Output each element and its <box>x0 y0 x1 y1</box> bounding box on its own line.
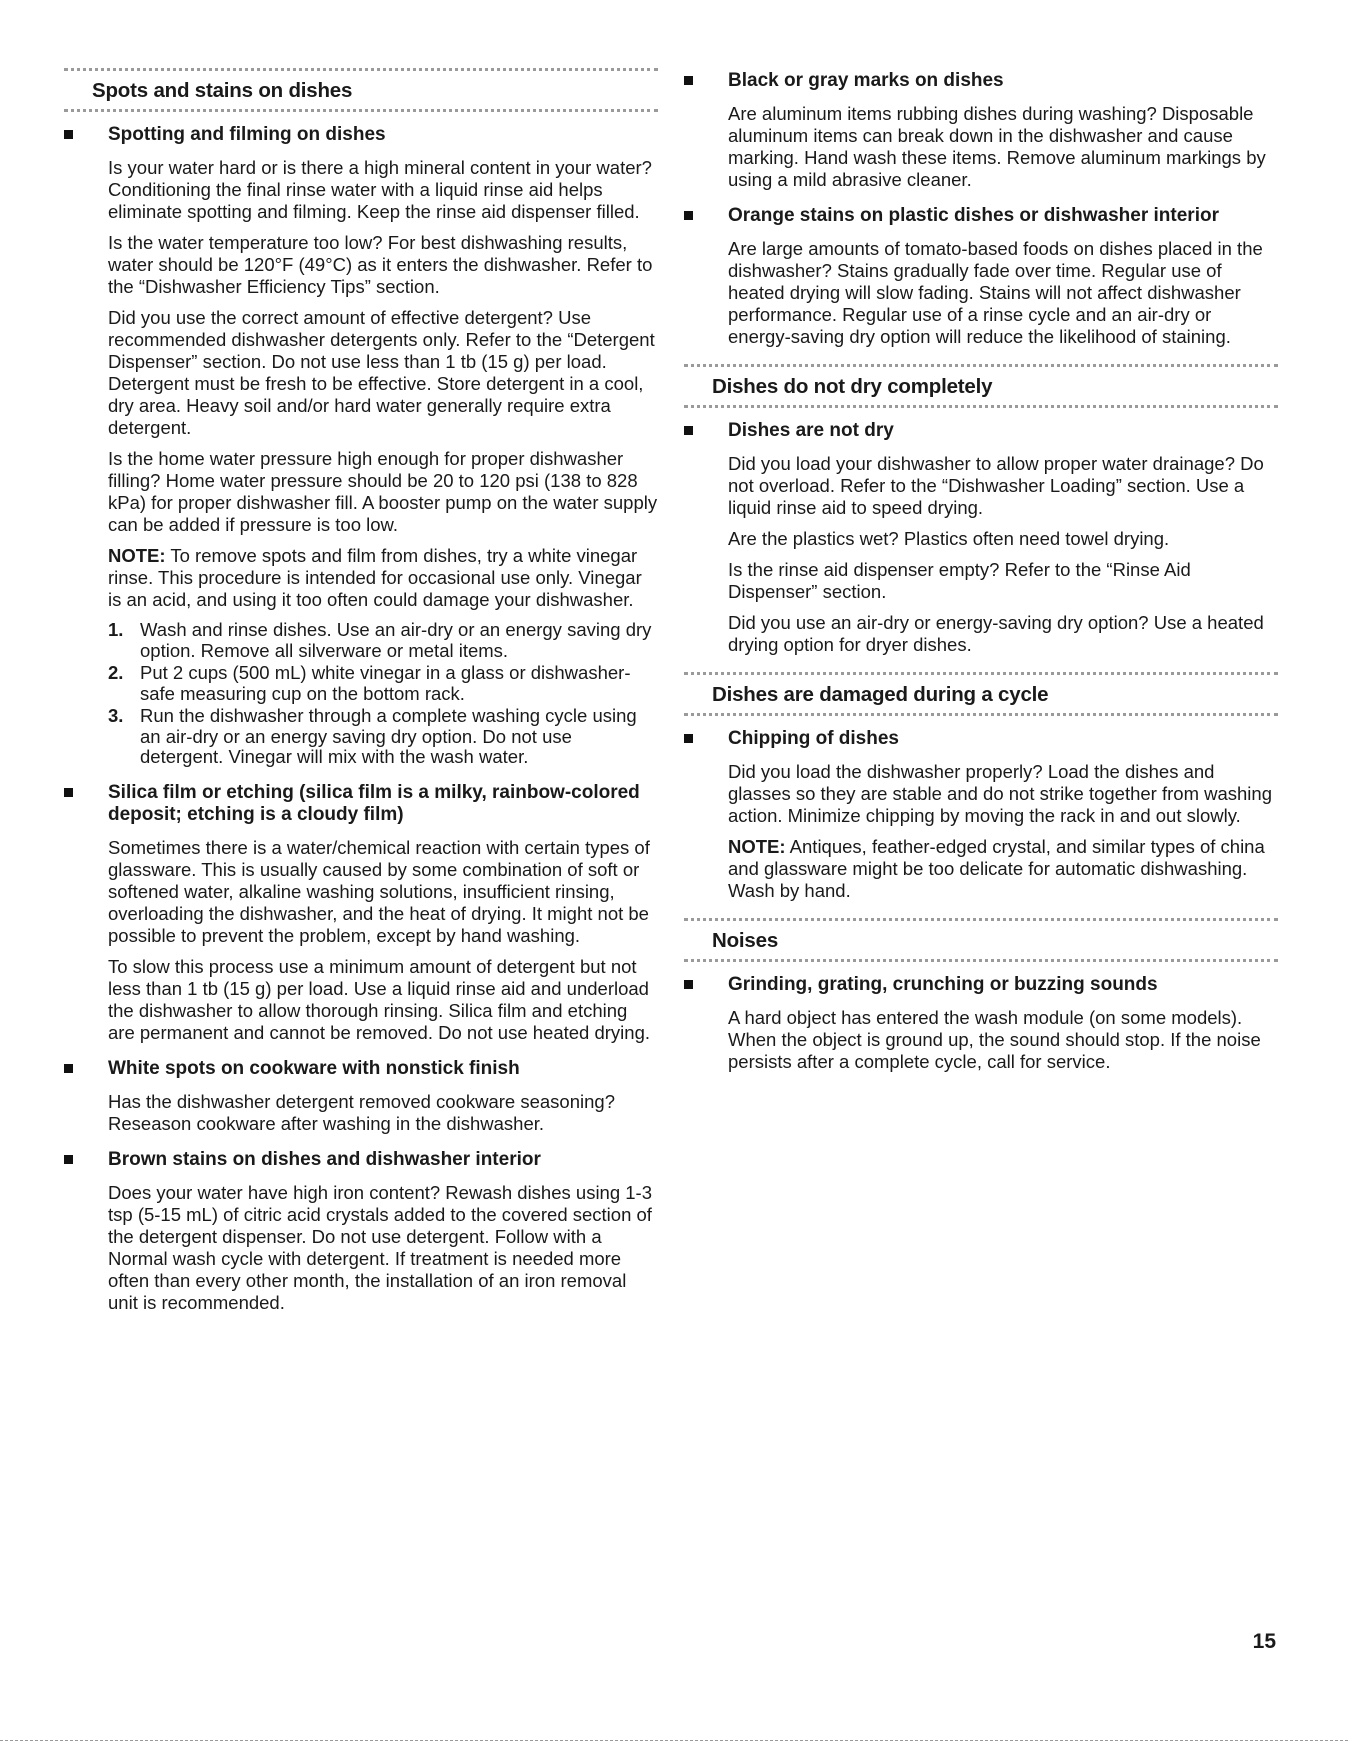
topic-heading <box>684 70 1278 92</box>
section-title: Spots and stains on dishes <box>92 79 353 102</box>
topic-title: Orange stains on plastic dishes or dishwasher interior <box>728 205 1219 226</box>
square-bullet-icon <box>684 211 693 220</box>
dotted-rule <box>684 713 1278 716</box>
paragraph: Does your water have high iron content? Rewash dishes using 1-3 tsp (5-15 mL) of citric acid crystals added to the covered section of the detergent dispenser. Do not use detergent. Follow with a Normal wash cycle with detergent. If treatment is needed more often than every other month, the installation of an iron removal unit is recommended. <box>108 1181 653 1313</box>
topic-silica-film <box>64 782 658 1044</box>
paragraph: Did you load your dishwasher to allow proper water drainage? Do not overload. Refer to the “Dishwasher Loading” section. Use a liquid rinse aid to speed drying. <box>728 453 1264 518</box>
dotted-rule <box>684 959 1278 962</box>
paragraph: Is the home water pressure high enough for proper dishwasher filling? Home water pressure should be 20 to 120 psi (138 to 828 kPa) for proper dishwasher fill. A booster pump on the water supply can be added if pressure is too low. <box>108 448 658 535</box>
numbered-steps <box>108 620 658 768</box>
paragraph: Is your water hard or is there a high mineral content in your water? Conditioning the final rinse water with a liquid rinse aid helps eliminate spotting and filming. Keep the rinse aid dispenser filled. <box>108 157 652 222</box>
topic-title: White spots on cookware with nonstick finish <box>108 1057 520 1079</box>
step-text: Put 2 cups (500 mL) white vinegar in a glass or dishwasher-safe measuring cup on the bottom rack. <box>140 662 631 704</box>
square-bullet-icon <box>64 130 73 139</box>
topic-dishes-not-dry <box>684 420 1278 656</box>
paragraph: Are the plastics wet? Plastics often need towel drying. <box>728 528 1170 549</box>
note-text: To remove spots and film from dishes, try a white vinegar rinse. This procedure is intended for occasional use only. Vinegar is an acid, and using it too often could damage your dishwasher. <box>108 545 642 610</box>
step-text: Wash and rinse dishes. Use an air-dry or an energy saving dry option. Remove all silverware or metal items. <box>140 619 652 661</box>
square-bullet-icon <box>684 734 693 743</box>
topic-heading <box>64 1149 658 1171</box>
topic-black-gray-marks <box>684 70 1278 191</box>
topic-heading <box>64 124 658 146</box>
dotted-rule <box>684 405 1278 408</box>
topic-title: Brown stains on dishes and dishwasher interior <box>108 1148 541 1170</box>
left-column <box>64 62 658 1328</box>
list-item <box>108 706 658 768</box>
topic-spotting-filming <box>64 124 658 768</box>
paragraph: Sometimes there is a water/chemical reaction with certain types of glassware. This is usually caused by some combination of soft or softened water, alkaline washing solutions, insufficient rinsing, overloading the dishwasher, and the heat of drying. It might not be possible to prevent the problem, except by hand washing. <box>108 836 650 946</box>
topic-title: Grinding, grating, crunching or buzzing sounds <box>728 974 1158 995</box>
paragraph: Did you use the correct amount of effective detergent? Use recommended dishwasher detergents only. Refer to the “Detergent Dispenser” section. Do not use less than 1 tb (15 g) per load. Detergent must be fresh to be effective. Store detergent in a cool, dry area. Heavy soil and/or hard water generally require extra detergent. <box>108 307 655 438</box>
topic-title: Silica film or etching (silica film is a milky, rainbow-colored deposit; etching is a cloudy film) <box>108 781 640 825</box>
note-label: NOTE: <box>728 836 786 857</box>
paragraph: A hard object has entered the wash module (on some models). When the object is ground up, the sound should stop. If the noise persists after a complete cycle, call for service. <box>728 1007 1261 1072</box>
list-item <box>108 620 658 661</box>
note-paragraph <box>684 836 1278 902</box>
step-text: Run the dishwasher through a complete washing cycle using an air-dry or an energy saving dry option. Do not use detergent. Vinegar will mix with the wash water. <box>140 705 637 767</box>
list-item <box>108 663 658 704</box>
paragraph: Has the dishwasher detergent removed cookware seasoning? Reseason cookware after washing in the dishwasher. <box>108 1090 615 1134</box>
section-dishes-not-dry <box>684 364 1278 408</box>
topic-title: Chipping of dishes <box>728 728 899 749</box>
square-bullet-icon <box>684 980 693 989</box>
paragraph: Is the rinse aid dispenser empty? Refer to the “Rinse Aid Dispenser” section. <box>728 559 1191 602</box>
topic-title: Spotting and filming on dishes <box>108 124 386 145</box>
topic-orange-stains <box>684 205 1278 348</box>
section-title: Dishes do not dry completely <box>712 375 993 398</box>
topic-heading <box>684 974 1278 996</box>
topic-title: Black or gray marks on dishes <box>728 70 1004 91</box>
note-text: Antiques, feather-edged crystal, and similar types of china and glassware might be too delicate for automatic dishwashing. Wash by hand. <box>728 836 1265 901</box>
section-dishes-damaged <box>684 672 1278 716</box>
square-bullet-icon <box>64 1064 73 1073</box>
square-bullet-icon <box>684 76 693 85</box>
topic-heading <box>684 420 1278 442</box>
square-bullet-icon <box>64 788 73 797</box>
step-number: 2. <box>108 662 124 683</box>
step-number: 3. <box>108 705 124 726</box>
paragraph: Are aluminum items rubbing dishes during washing? Disposable aluminum items can break down in the dishwasher and cause marking. Hand wash these items. Remove aluminum markings by using a mild abrasive cleaner. <box>728 103 1266 190</box>
topic-grinding-sounds <box>684 974 1278 1073</box>
section-title: Dishes are damaged during a cycle <box>712 683 1049 706</box>
step-number: 1. <box>108 619 124 640</box>
paragraph: Did you use an air-dry or energy-saving dry option? Use a heated drying option for dryer dishes. <box>728 612 1264 655</box>
topic-heading <box>684 728 1278 750</box>
section-title: Noises <box>712 929 779 952</box>
topic-chipping <box>684 728 1278 902</box>
page-bottom-rule <box>0 1740 1348 1741</box>
paragraph: Did you load the dishwasher properly? Load the dishes and glasses so they are stable and do not strike together from washing action. Minimize chipping by moving the rack in and out slowly. <box>728 761 1272 826</box>
page-number: 15 <box>1252 1630 1276 1653</box>
topic-heading <box>64 782 658 826</box>
section-noises <box>684 918 1278 962</box>
dotted-rule <box>64 109 658 112</box>
topic-white-spots <box>64 1058 658 1135</box>
paragraph: Are large amounts of tomato-based foods on dishes placed in the dishwasher? Stains gradually fade over time. Regular use of heated drying will slow fading. Stains will not affect dishwasher performance. Regular use of a rinse cycle and an air-dry or energy-saving dry option will reduce the likelihood of staining. <box>728 238 1263 347</box>
note-label: NOTE: <box>108 545 166 566</box>
topic-brown-stains <box>64 1149 658 1314</box>
section-spots-and-stains <box>64 68 658 112</box>
square-bullet-icon <box>64 1155 73 1164</box>
topic-heading <box>64 1058 658 1080</box>
topic-heading <box>684 205 1278 227</box>
topic-title: Dishes are not dry <box>728 420 894 441</box>
paragraph: To slow this process use a minimum amount of detergent but not less than 1 tb (15 g) per load. Use a liquid rinse aid and underload the dishwasher to allow thorough rinsing. Silica film and etching are permanent and cannot be removed. Do not use heated drying. <box>108 955 650 1043</box>
square-bullet-icon <box>684 426 693 435</box>
right-column <box>684 62 1278 1087</box>
note-paragraph <box>64 545 658 611</box>
paragraph: Is the water temperature too low? For best dishwashing results, water should be 120°F (49°C) as it enters the dishwasher. Refer to the “Dishwasher Efficiency Tips” section. <box>108 232 653 297</box>
